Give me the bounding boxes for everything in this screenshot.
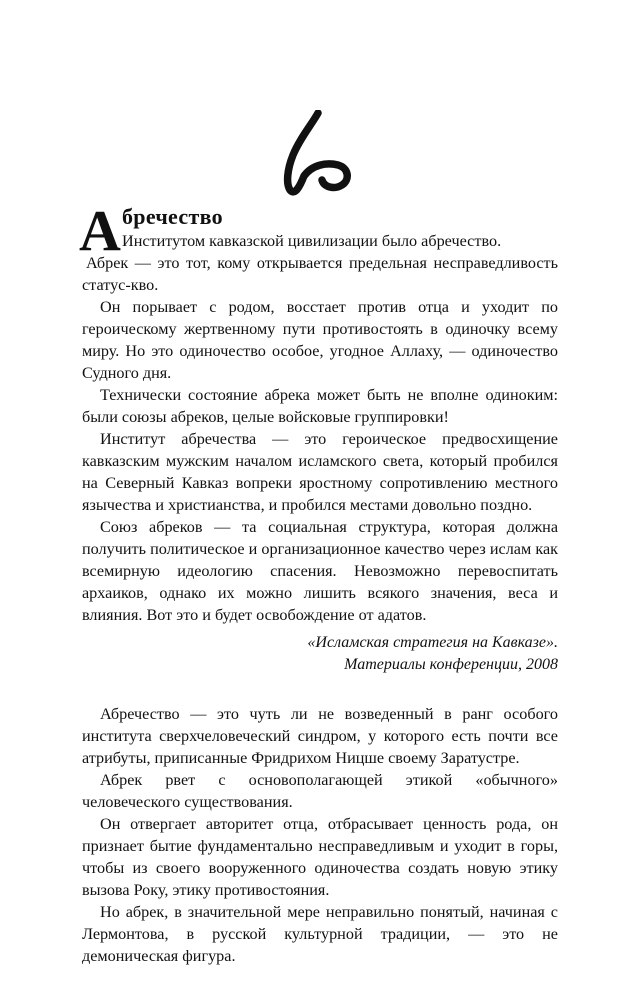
page-content — [79, 198, 558, 967]
chapter-dropcap: А — [79, 198, 121, 263]
paragraph-1-continued: Абрек — это тот, кому открывается предельная несправедливость статус-кво. — [82, 254, 558, 294]
chapter-letter-ornament — [272, 110, 352, 202]
source-title: «Исламская стратегия на Кавказе». — [307, 634, 558, 651]
section-2 — [82, 703, 558, 967]
chapter-heading: бречество — [122, 204, 223, 229]
paragraph: Абрек рвет с основополагающей этикой «обычного» человеческого существования. — [82, 771, 558, 811]
paragraph: Он порывает с родом, восстает против отца и уходит по героическому жертвенному пути противостоять в одиночку всему миру. Но это одиночество особое, угодное Аллаху, — одиночество Судного дня. — [82, 298, 558, 382]
paragraph: Институт абречества — это героическое предвосхищение кавказским мужским началом исламского света, который пробился на Северный Кавказ вопреки яростному сопротивлению местного язычества и христианства, и пробился местами довольно поздно. — [82, 430, 558, 514]
paragraph-1-first-line: Институтом кавказской цивилизации было абречество. — [122, 232, 502, 250]
paragraph: Он отвергает авторитет отца, отбрасывает ценность рода, он признает бытие фундаментально несправедливым и уходит в горы, чтобы из своего вооруженного одиночества создать новую этику вызова Року, этику противостояния. — [82, 815, 558, 899]
quote-source — [82, 632, 558, 676]
paragraph: Союз абреков — та социальная структура, которая должна получить политическое и организационное качество через ислам как всемирную идеологию спасения. Невозможно перевоспитать архаиков, однако их можно лишить всякого значения, веса и влияния. Вот это и будет освобождение от адатов. — [82, 518, 558, 624]
paragraph: Но абрек, в значительной мере неправильно понятый, начиная с Лермонтова, в русской культурной традиции, — это не демоническая фигура. — [82, 903, 558, 965]
paragraph: Абречество — это чуть ли не возведенный в ранг особого института сверхчеловеческий синдром, у которого есть почти все атрибуты, приписанные Фридрихом Ницше своему Заратустре. — [82, 705, 558, 767]
paragraph: Технически состояние абрека может быть не вполне одиноким: были союзы абреков, целые войсковые группировки! — [82, 386, 558, 426]
source-publication: Материалы конференции, 2008 — [344, 656, 558, 673]
